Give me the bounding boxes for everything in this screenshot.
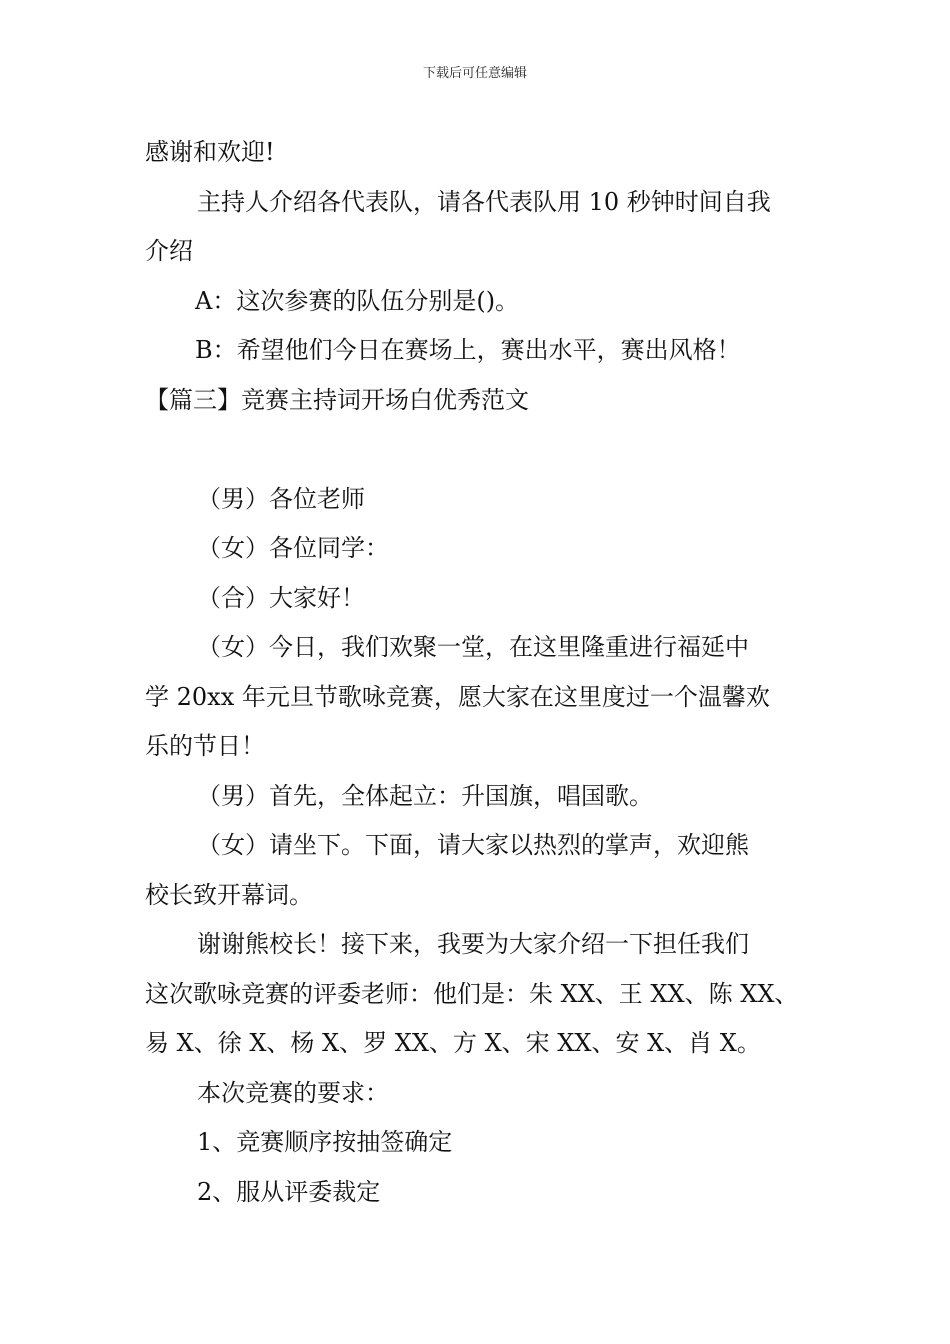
- paragraph-line: （合）大家好！: [197, 583, 365, 612]
- paragraph-line: （男）各位老师: [197, 484, 365, 513]
- section-heading: 【篇三】竞赛主持词开场白优秀范文: [145, 385, 529, 414]
- paragraph-line: （女）今日，我们欢聚一堂，在这里隆重进行福延中: [197, 633, 749, 661]
- paragraph-line: 谢谢熊校长！接下来，我要为大家介绍一下担任我们: [197, 930, 749, 958]
- document-body: [145, 128, 810, 1217]
- paragraph-line: A：这次参赛的队伍分别是()。: [195, 286, 520, 315]
- paragraph-line: 学 20xx 年元旦节歌咏竞赛，愿大家在这里度过一个温馨欢: [145, 682, 770, 711]
- paragraph-line: （女）各位同学：: [197, 534, 389, 562]
- paragraph-line: 介绍: [145, 237, 193, 265]
- paragraph-line: 感谢和欢迎!: [145, 138, 275, 166]
- paragraph-line: （男）首先，全体起立：升国旗，唱国歌。: [197, 781, 653, 810]
- paragraph-line: （女）请坐下。下面，请大家以热烈的掌声，欢迎熊: [197, 831, 749, 859]
- paragraph-line: 乐的节日！: [145, 732, 265, 760]
- list-item: 1、竞赛顺序按抽签确定: [197, 1128, 453, 1156]
- paragraph-line: 校长致开幕词。: [145, 880, 313, 909]
- blank-line: [145, 425, 810, 475]
- paragraph-line: 本次竞赛的要求：: [197, 1078, 389, 1107]
- header-note: 下载后可任意编辑: [422, 66, 527, 81]
- paragraph-line: 这次歌咏竞赛的评委老师：他们是：朱 XX、王 XX、陈 XX、: [145, 979, 799, 1008]
- paragraph-line: 主持人介绍各代表队，请各代表队用 10 秒钟时间自我: [197, 187, 771, 216]
- paragraph-line: 易 X、徐 X、杨 X、罗 XX、方 X、宋 XX、安 X、肖 X。: [145, 1029, 761, 1057]
- list-item: 2、服从评委裁定: [197, 1177, 381, 1206]
- paragraph-line: B：希望他们今日在赛场上，赛出水平，赛出风格！: [195, 336, 741, 364]
